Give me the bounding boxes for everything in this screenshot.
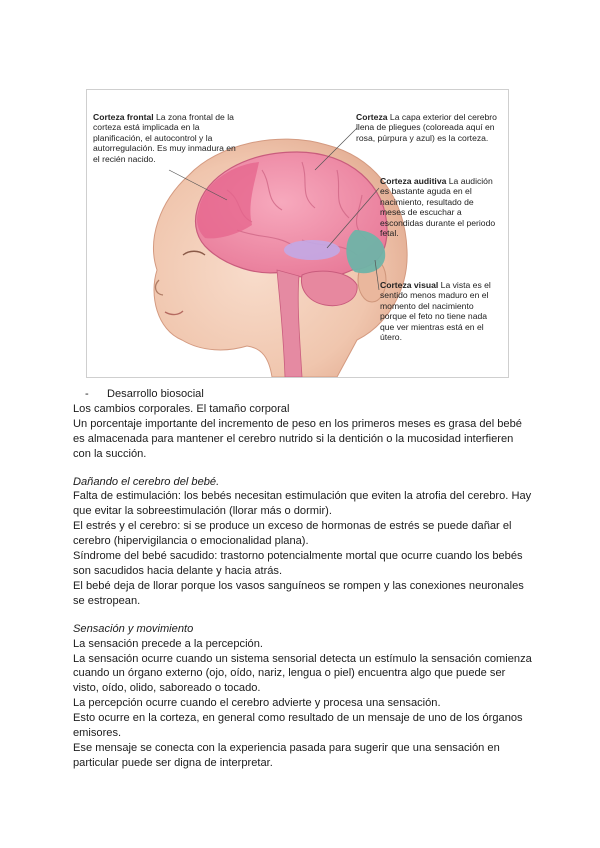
visual-cortex-title: Corteza visual: [380, 280, 439, 290]
document-body: [73, 387, 533, 771]
paragraph-line: Un porcentaje importante del incremento de peso en los primeros meses es grasa del bebé es almacenada para mantener el cerebro nutrido si la dentición o la mucosidad interfieren con la succión.: [73, 417, 522, 460]
auditory-cortex-title: Corteza auditiva: [380, 176, 447, 186]
visual-cortex-annotation: [380, 280, 500, 342]
bullet-text: Desarrollo biosocial: [107, 388, 204, 400]
cortex-text: La capa exterior del cerebro llena de pliegues (coloreada aquí en rosa, púrpura y azul) es la corteza.: [356, 112, 497, 143]
auditory-cortex-annotation: [380, 176, 500, 238]
paragraph-line: El bebé deja de llorar porque los vasos sanguíneos se rompen y las conexiones neuronales se estropean.: [73, 579, 524, 607]
paragraph-line: Síndrome del bebé sacudido: trastorno potencialmente mortal que ocurre cuando los bebés son sacudidos hacia delante y hacia atrás.: [73, 550, 523, 577]
bullet-dash: -: [85, 388, 89, 400]
paragraph-line: Esto ocurre en la corteza, en general como resultado de un mensaje de uno de los órganos emisores.: [73, 712, 523, 740]
spacer: [73, 462, 533, 475]
paragraph-line: La sensación precede a la percepción.: [73, 637, 263, 650]
section-heading-sensation: Sensación y movimiento: [73, 622, 194, 635]
paragraph-line: El estrés y el cerebro: si se produce un exceso de hormonas de estrés se puede dañar el cerebro (hipervigilancia o emocionalidad plana).: [73, 520, 512, 548]
cortex-annotation: [356, 112, 504, 143]
paragraph-line: Ese mensaje se conecta con la experiencia pasada para sugerir que una sensación en particular puede ser digna de interpretar.: [73, 741, 500, 769]
section-heading-brain-damage: Dañando el cerebro del bebé.: [73, 475, 220, 488]
frontal-cortex-title: Corteza frontal: [93, 112, 154, 122]
paragraph-line: Falta de estimulación: los bebés necesitan estimulación que eviten la atrofia del cerebro. Hay que evitar la sobreestimulación (llorar más o dormir).: [73, 490, 532, 518]
paragraph-line: La percepción ocurre cuando el cerebro advierte y procesa una sensación.: [73, 697, 441, 710]
spacer: [73, 609, 533, 622]
paragraph-line: Los cambios corporales. El tamaño corporal: [73, 402, 290, 415]
frontal-cortex-annotation: [93, 112, 243, 164]
cortex-title: Corteza: [356, 112, 388, 122]
paragraph-line: La sensación ocurre cuando un sistema sensorial detecta un estímulo la sensación comienza cuando un órgano externo (ojo, oído, nariz, lengua o piel) encuentra algo que puede ser visto, oído, olido, saboreado o tocado.: [73, 652, 532, 695]
bullet-item: [73, 387, 533, 402]
visual-cortex-text: La vista es el sentido menos maduro en el momento del nacimiento porque el feto no tiene nada que ver mientras está en el útero.: [380, 280, 491, 343]
auditory-cortex-text: La audición es bastante aguda en el nacimiento, resultado de meses de escuchar a escondidas durante el periodo fetal.: [380, 176, 496, 239]
brain-illustration: [86, 89, 509, 378]
frontal-cortex-text: La zona frontal de la corteza está implicada en la planificación, el autocontrol y la autorregulación. Es muy inmadura en el recién nacido.: [93, 112, 236, 164]
